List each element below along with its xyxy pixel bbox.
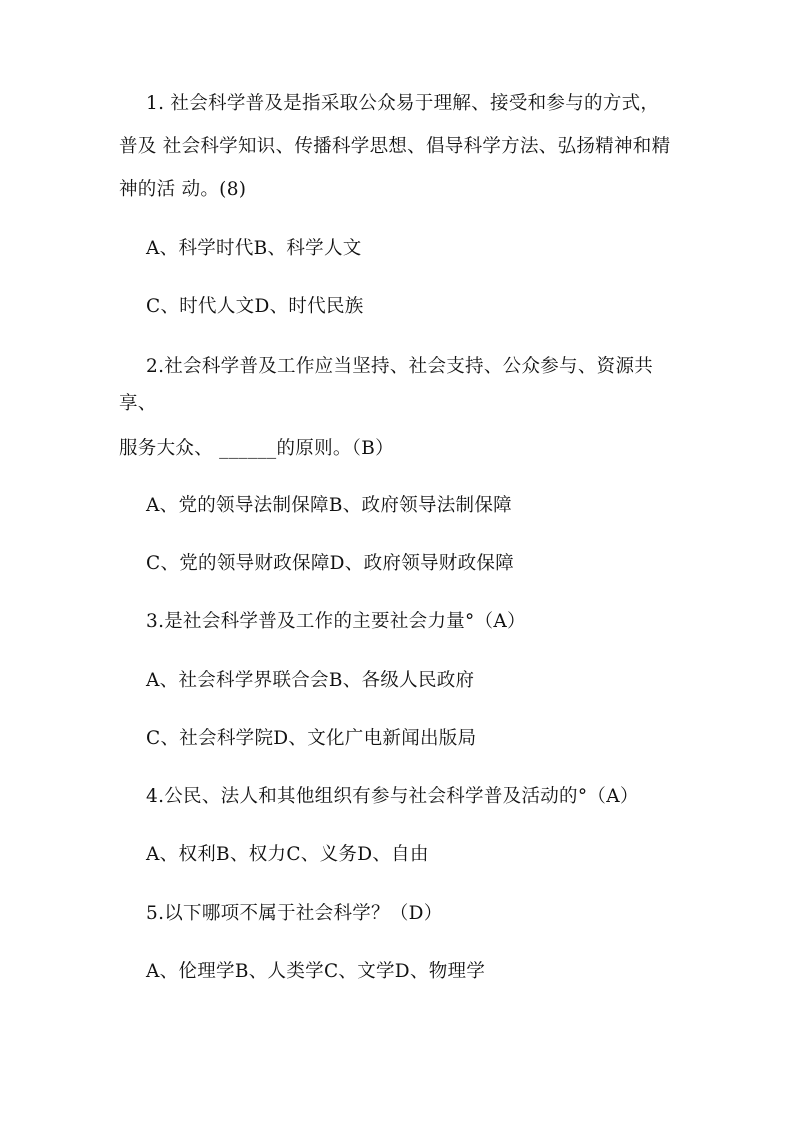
question-text-line: 1. 社会科学普及是指采取公众易于理解、接受和参与的方式， (146, 93, 660, 114)
answer-options-line: C、时代人文D、时代民族 (146, 296, 364, 317)
question-text-line: 5.以下哪项不属于社会科学？（D） (146, 903, 443, 924)
question-text-line: 3.是社会科学普及工作的主要社会力量°（A） (146, 611, 526, 632)
question-text-line: 2.社会科学普及工作应当坚持、社会支持、公众参与、资源共 (146, 356, 654, 377)
question-text-line: 服务大众、 ______的原则。（B） (119, 438, 394, 459)
question-text-line: 4.公民、法人和其他组织有参与社会科学普及活动的°（A） (146, 786, 639, 807)
question-text-line: 普及 社会科学知识、传播科学思想、倡导科学方法、弘扬精神和精 (119, 136, 671, 157)
answer-options-line: A、伦理学B、人类学C、文学D、物理学 (146, 961, 486, 982)
answer-options-line: C、党的领导财政保障D、政府领导财政保障 (146, 553, 514, 574)
answer-options-line: A、党的领导法制保障B、政府领导法制保障 (146, 495, 512, 516)
answer-options-line: A、权利B、权力C、义务D、自由 (146, 844, 429, 865)
question-text-line: 神的活 动。(8) (119, 179, 247, 200)
question-text-line: 享、 (119, 393, 157, 414)
answer-options-line: A、社会科学界联合会B、各级人民政府 (146, 670, 475, 691)
answer-options-line: A、科学时代B、科学人文 (146, 238, 362, 259)
answer-options-line: C、社会科学院D、文化广电新闻出版局 (146, 728, 477, 749)
